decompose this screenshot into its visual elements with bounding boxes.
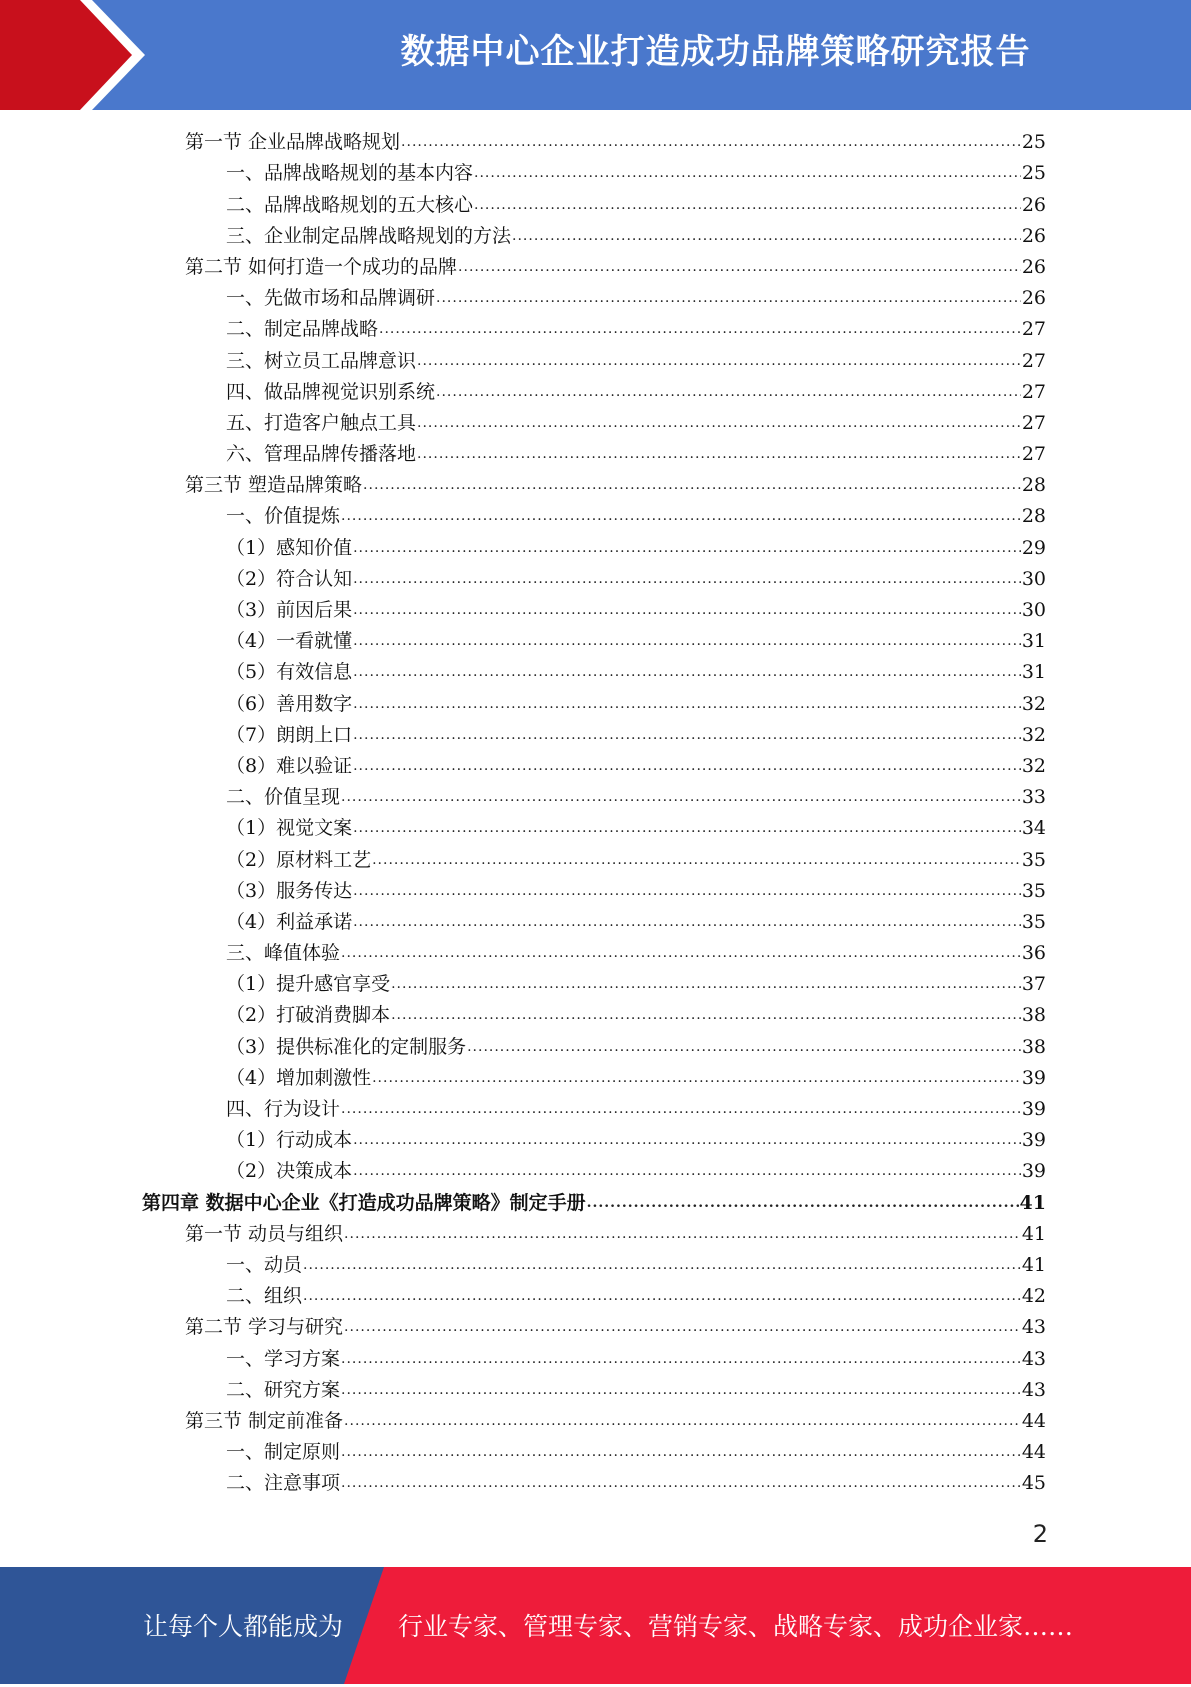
toc-entry[interactable] xyxy=(0,252,1191,283)
toc-leader-dots xyxy=(344,1312,1021,1343)
toc-leader-dots xyxy=(353,1125,1021,1156)
toc-entry-page: 26 xyxy=(1021,287,1046,310)
toc-leader-dots xyxy=(341,1344,1021,1375)
toc-leader-dots xyxy=(391,1000,1021,1031)
toc-entry[interactable] xyxy=(0,1468,1191,1499)
toc-entry-page: 28 xyxy=(1021,474,1046,497)
toc-entry-page: 30 xyxy=(1021,567,1046,590)
toc-entry-page: 37 xyxy=(1021,973,1046,996)
toc-entry-label: 一、品牌战略规划的基本内容 xyxy=(226,162,474,185)
toc-leader-dots xyxy=(417,439,1021,470)
toc-entry[interactable] xyxy=(0,907,1191,938)
toc-entry-label: （2）决策成本 xyxy=(226,1160,353,1183)
toc-leader-dots xyxy=(467,1032,1021,1063)
toc-entry-label: 四、行为设计 xyxy=(226,1098,341,1120)
toc-leader-dots xyxy=(344,1406,1021,1437)
toc-leader-dots xyxy=(344,1219,1021,1250)
toc-entry-label: （6）善用数字 xyxy=(226,692,353,715)
toc-entry-label: （4）一看就懂 xyxy=(226,630,353,653)
toc-entry-page: 28 xyxy=(1021,505,1046,528)
page-footer xyxy=(0,1567,1191,1684)
toc-entry[interactable] xyxy=(0,127,1191,158)
toc-entry[interactable] xyxy=(0,314,1191,345)
header-arrow-decoration xyxy=(0,0,150,110)
toc-leader-dots xyxy=(417,408,1021,439)
toc-entry-page: 26 xyxy=(1021,255,1046,278)
page-header xyxy=(0,0,1191,110)
toc-entry[interactable] xyxy=(0,1063,1191,1094)
toc-leader-dots xyxy=(341,938,1021,969)
page-number: 2 xyxy=(1032,1520,1048,1548)
toc-entry-page: 41 xyxy=(1021,1253,1046,1276)
toc-leader-dots xyxy=(341,1437,1021,1468)
toc-entry-label: 三、峰值体验 xyxy=(226,942,341,965)
toc-leader-dots xyxy=(379,314,1021,345)
toc-leader-dots xyxy=(353,657,1021,688)
toc-leader-dots xyxy=(363,470,1021,501)
toc-entry-label: （1）行动成本 xyxy=(226,1129,353,1152)
toc-entry-label: 三、企业制定品牌战略规划的方法 xyxy=(226,224,512,247)
toc-entry-label: （2）原材料工艺 xyxy=(226,848,372,871)
toc-entry-label: 第二节 学习与研究 xyxy=(185,1316,344,1339)
toc-entry-page: 26 xyxy=(1021,224,1046,247)
toc-entry[interactable] xyxy=(0,1312,1191,1343)
toc-entry-page: 27 xyxy=(1021,411,1046,434)
toc-entry-page: 45 xyxy=(1021,1472,1046,1495)
toc-entry[interactable] xyxy=(0,532,1191,563)
toc-entry-page: 35 xyxy=(1021,879,1046,902)
toc-entry[interactable] xyxy=(0,1094,1191,1125)
toc-entry-label: （1）感知价值 xyxy=(226,536,353,559)
toc-entry-label: （5）有效信息 xyxy=(226,661,353,684)
toc-entry-page: 31 xyxy=(1021,661,1046,684)
toc-entry[interactable] xyxy=(0,813,1191,844)
toc-entry-label: 五、打造客户触点工具 xyxy=(226,411,417,434)
toc-entry[interactable] xyxy=(0,221,1191,252)
toc-entry-page: 25 xyxy=(1021,162,1046,185)
toc-entry-label: 三、树立员工品牌意识 xyxy=(226,349,417,372)
toc-entry[interactable] xyxy=(0,1375,1191,1406)
toc-entry-label: 一、学习方案 xyxy=(226,1347,341,1370)
toc-entry[interactable] xyxy=(0,1219,1191,1250)
toc-entry-label: 二、注意事项 xyxy=(226,1472,341,1495)
toc-leader-dots xyxy=(353,876,1021,907)
toc-entry-page: 27 xyxy=(1021,380,1046,403)
toc-entry-page: 43 xyxy=(1021,1316,1046,1339)
toc-leader-dots xyxy=(474,190,1021,221)
toc-entry-label: 第一节 动员与组织 xyxy=(185,1222,344,1245)
toc-entry[interactable] xyxy=(0,1406,1191,1437)
toc-entry[interactable] xyxy=(0,938,1191,969)
toc-entry[interactable] xyxy=(0,158,1191,189)
toc-entry-page: 39 xyxy=(1021,1098,1046,1120)
toc-leader-dots xyxy=(474,158,1021,189)
toc-entry-page: 25 xyxy=(1021,131,1046,154)
toc-leader-dots xyxy=(353,720,1021,751)
footer-slogan-left: 让每个人都能成为 xyxy=(143,1612,344,1641)
toc-entry-page: 26 xyxy=(1021,193,1046,216)
toc-leader-dots xyxy=(417,346,1021,377)
toc-entry[interactable] xyxy=(0,969,1191,1000)
toc-entry-label: 第三节 塑造品牌策略 xyxy=(185,474,363,497)
toc-leader-dots xyxy=(341,501,1021,532)
toc-entry[interactable] xyxy=(0,1187,1191,1218)
toc-entry[interactable] xyxy=(0,501,1191,532)
toc-leader-dots xyxy=(341,1375,1021,1406)
toc-entry-page: 43 xyxy=(1021,1347,1046,1370)
toc-entry-label: （3）前因后果 xyxy=(226,599,353,621)
toc-entry[interactable] xyxy=(0,1281,1191,1312)
toc-entry-page: 30 xyxy=(1021,599,1046,621)
toc-entry-label: 二、研究方案 xyxy=(226,1378,341,1401)
toc-entry[interactable] xyxy=(0,1031,1191,1062)
toc-entry[interactable] xyxy=(0,345,1191,376)
toc-leader-dots xyxy=(458,252,1021,283)
toc-entry[interactable] xyxy=(0,1000,1191,1031)
report-title: 数据中心企业打造成功品牌策略研究报告 xyxy=(400,32,1031,72)
toc-entry-label: 一、先做市场和品牌调研 xyxy=(226,287,436,310)
toc-entry-page: 39 xyxy=(1021,1129,1046,1152)
toc-leader-dots xyxy=(512,221,1021,252)
toc-entry-page: 43 xyxy=(1021,1378,1046,1401)
toc-leader-dots xyxy=(303,1250,1021,1281)
toc-leader-dots xyxy=(353,564,1021,595)
toc-leader-dots xyxy=(353,595,1021,626)
toc-entry-label: 二、品牌战略规划的五大核心 xyxy=(226,193,474,216)
toc-entry-page: 39 xyxy=(1021,1160,1046,1183)
toc-entry-label: 一、动员 xyxy=(226,1253,303,1276)
toc-leader-dots xyxy=(353,1156,1021,1187)
toc-leader-dots xyxy=(391,969,1021,1000)
toc-entry-page: 36 xyxy=(1021,942,1046,965)
toc-entry-label: （2）符合认知 xyxy=(226,567,353,590)
toc-entry-label: 第一节 企业品牌战略规划 xyxy=(185,131,401,154)
toc-entry[interactable] xyxy=(0,751,1191,782)
toc-leader-dots xyxy=(341,1468,1021,1499)
toc-entry-page: 34 xyxy=(1021,817,1046,840)
toc-entry-page: 44 xyxy=(1021,1441,1046,1464)
toc-leader-dots xyxy=(587,1188,1019,1219)
toc-entry-page: 42 xyxy=(1021,1285,1046,1308)
toc-entry[interactable] xyxy=(0,688,1191,719)
toc-entry-page: 41 xyxy=(1019,1191,1046,1214)
toc-entry-page: 32 xyxy=(1021,692,1046,715)
toc-leader-dots xyxy=(353,751,1021,782)
toc-entry-label: 二、组织 xyxy=(226,1285,303,1308)
toc-entry-page: 31 xyxy=(1021,630,1046,653)
toc-entry-label: （3）服务传达 xyxy=(226,879,353,902)
toc-entry-label: 第三节 制定前准备 xyxy=(185,1409,344,1432)
toc-entry-label: 一、制定原则 xyxy=(226,1441,341,1464)
toc-entry-label: 六、管理品牌传播落地 xyxy=(226,443,417,466)
toc-leader-dots xyxy=(353,626,1021,657)
toc-entry[interactable] xyxy=(0,189,1191,220)
toc-entry[interactable] xyxy=(0,1250,1191,1281)
toc-entry-label: 二、制定品牌战略 xyxy=(226,318,379,341)
toc-entry[interactable] xyxy=(0,564,1191,595)
toc-entry-label: （8）难以验证 xyxy=(226,754,353,777)
toc-entry[interactable] xyxy=(0,377,1191,408)
toc-entry-label: （4）利益承诺 xyxy=(226,910,353,933)
toc-entry[interactable] xyxy=(0,283,1191,314)
toc-entry-page: 35 xyxy=(1021,910,1046,933)
footer-slogan-right: 行业专家、管理专家、营销专家、战略专家、成功企业家…… xyxy=(398,1612,1074,1641)
toc-leader-dots xyxy=(436,377,1021,408)
toc-leader-dots xyxy=(401,127,1021,158)
toc-entry-label: 第二节 如何打造一个成功的品牌 xyxy=(185,255,458,278)
toc-entry-label: （2）打破消费脚本 xyxy=(226,1004,391,1027)
toc-entry-page: 35 xyxy=(1021,848,1046,871)
toc-entry-page: 32 xyxy=(1021,754,1046,777)
toc-entry-label: （3）提供标准化的定制服务 xyxy=(226,1035,467,1058)
toc-entry[interactable] xyxy=(0,657,1191,688)
toc-entry[interactable] xyxy=(0,626,1191,657)
toc-entry-label: 二、价值呈现 xyxy=(226,786,341,809)
toc-entry-label: 四、做品牌视觉识别系统 xyxy=(226,380,436,403)
toc-entry-label: （7）朗朗上口 xyxy=(226,723,353,746)
toc-entry-page: 39 xyxy=(1021,1066,1046,1089)
toc-leader-dots xyxy=(341,782,1021,813)
toc-entry-label: （4）增加刺激性 xyxy=(226,1066,372,1089)
toc-entry-page: 44 xyxy=(1021,1409,1046,1432)
toc-entry-label: 一、价值提炼 xyxy=(226,505,341,528)
toc-entry-page: 38 xyxy=(1021,1035,1046,1058)
toc-entry[interactable] xyxy=(0,439,1191,470)
toc-entry[interactable] xyxy=(0,408,1191,439)
toc-leader-dots xyxy=(353,533,1021,564)
toc-leader-dots xyxy=(372,845,1021,876)
toc-leader-dots xyxy=(303,1281,1021,1312)
toc-leader-dots xyxy=(353,689,1021,720)
toc-entry[interactable] xyxy=(0,595,1191,626)
toc-entry[interactable] xyxy=(0,844,1191,875)
table-of-contents xyxy=(0,127,1191,1499)
toc-entry[interactable] xyxy=(0,720,1191,751)
toc-entry[interactable] xyxy=(0,1437,1191,1468)
toc-leader-dots xyxy=(353,813,1021,844)
toc-leader-dots xyxy=(436,283,1021,314)
toc-entry-page: 32 xyxy=(1021,723,1046,746)
toc-entry-page: 33 xyxy=(1021,786,1046,809)
toc-entry-label: 第四章 数据中心企业《打造成功品牌策略》制定手册 xyxy=(142,1191,586,1214)
toc-entry-page: 29 xyxy=(1021,536,1046,559)
toc-leader-dots xyxy=(372,1063,1021,1094)
toc-entry[interactable] xyxy=(0,470,1191,501)
toc-entry[interactable] xyxy=(0,1343,1191,1374)
toc-entry[interactable] xyxy=(0,1156,1191,1187)
toc-entry-page: 41 xyxy=(1021,1222,1046,1245)
toc-entry[interactable] xyxy=(0,782,1191,813)
toc-entry[interactable] xyxy=(0,876,1191,907)
toc-leader-dots xyxy=(341,1094,1021,1125)
toc-entry-page: 27 xyxy=(1021,443,1046,466)
toc-entry-page: 38 xyxy=(1021,1004,1046,1027)
toc-entry-page: 27 xyxy=(1021,349,1046,372)
toc-entry-label: （1）提升感官享受 xyxy=(226,973,391,996)
toc-entry-page: 27 xyxy=(1021,318,1046,341)
toc-entry-label: （1）视觉文案 xyxy=(226,817,353,840)
toc-leader-dots xyxy=(353,907,1021,938)
toc-entry[interactable] xyxy=(0,1125,1191,1156)
